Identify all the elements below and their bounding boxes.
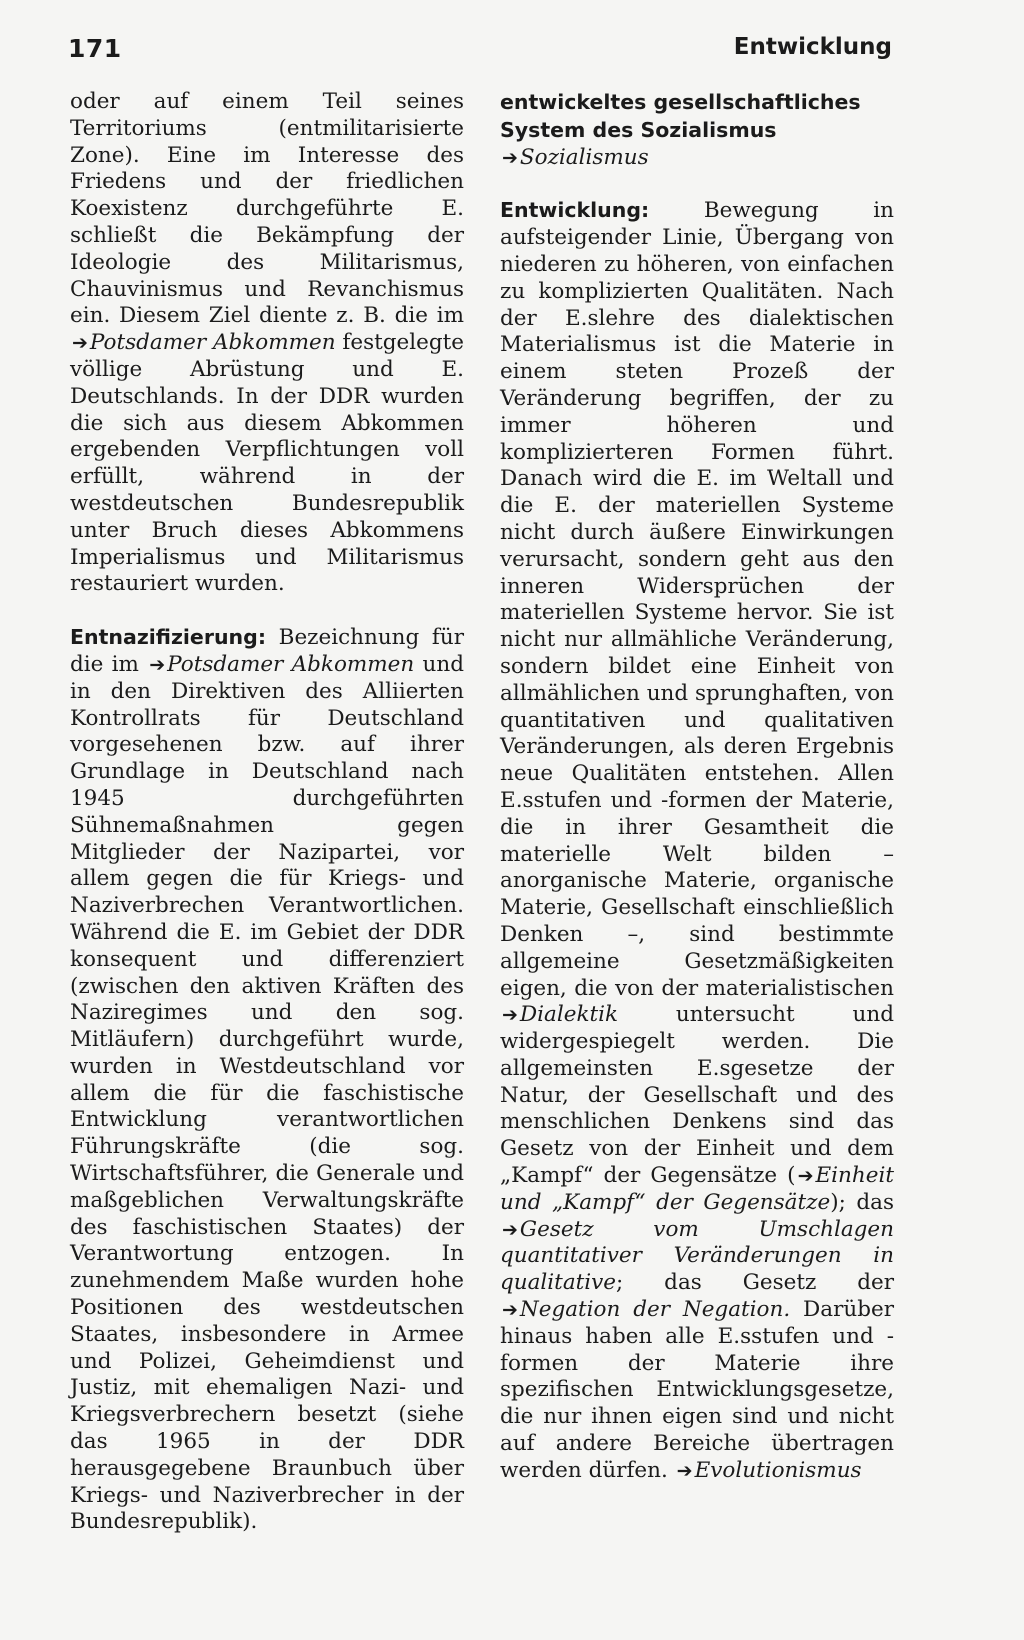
cross-reference: Evolutionismus bbox=[694, 1457, 862, 1483]
entry-text: untersucht und widergespiegelt werden. Die allgemeinsten E.sgesetze der Natur, der Gesellschaft und des menschlichen Denkens sind das Gesetz von der Einheit und dem „Kampf“ der Gegensätze ( bbox=[500, 1002, 894, 1189]
cross-reference: Dialektik bbox=[519, 1002, 619, 1028]
left-column bbox=[70, 89, 464, 1536]
entry-text: ; das Gesetz der bbox=[616, 1270, 894, 1296]
entry-term: Entnazifizierung: bbox=[70, 625, 267, 650]
entry-text: ); das bbox=[830, 1189, 894, 1215]
entry-term: entwickeltes gesellschaftliches System des Sozialismus bbox=[500, 90, 861, 142]
arrow-right-icon: ➔ bbox=[502, 1299, 518, 1322]
entry-text: festgelegte völlige Abrüstung und E. Deutschlands. In der DDR wurden die sich aus diesem Abkommen ergebenden Verpflichtungen voll erfüllt, während in der westdeutschen Bundesrepublik unter Bruch dieses Abkommens Imperialismus und Militarismus restauriert wurden. bbox=[70, 330, 465, 597]
entry-text: Darüber hinaus haben alle E.sstufen und -formen der Materie ihre spezifischen Entwicklungsgesetze, die nur ihnen eigen sind und nicht auf andere Bereiche übertragen werden dürfen. bbox=[500, 1297, 894, 1483]
arrow-right-icon: ➔ bbox=[676, 1459, 693, 1482]
cross-reference: Potsdamer Abkommen bbox=[167, 651, 415, 677]
cross-reference: Negation der Negation. bbox=[519, 1297, 791, 1323]
right-column bbox=[500, 89, 894, 1485]
arrow-right-icon: ➔ bbox=[502, 1004, 518, 1027]
entry-entnazifizierung bbox=[70, 624, 464, 1536]
page-number: 171 bbox=[68, 34, 122, 63]
arrow-right-icon: ➔ bbox=[72, 332, 88, 355]
entry-entwicklung bbox=[500, 197, 894, 1484]
arrow-right-icon: ➔ bbox=[149, 653, 166, 676]
cross-reference: Einheit und „Kampf“ der Gegensätze bbox=[500, 1163, 894, 1215]
arrow-right-icon: ➔ bbox=[797, 1165, 814, 1188]
entry-text: Bezeichnung für die im bbox=[70, 625, 464, 677]
cross-reference: Sozialismus bbox=[519, 144, 649, 170]
entry-term: Entwicklung: bbox=[500, 198, 650, 223]
arrow-right-icon: ➔ bbox=[502, 146, 518, 169]
entry-entwickeltes-system bbox=[500, 89, 894, 171]
cross-reference: Gesetz vom Umschlagen quantitativer Veränderungen in qualitative bbox=[500, 1216, 894, 1296]
entry-text: oder auf einem Teil seines Territoriums (entmilitarisierte Zone). Eine im Interesse des Friedens und der friedlichen Koexistenz durchgeführte E. schließt die Bekämpfung der Ideologie des Militarismus, Chauvinismus und Revanchismus ein. Diesem Ziel diente z. B. die im bbox=[70, 89, 464, 329]
arrow-right-icon: ➔ bbox=[502, 1218, 518, 1241]
entry-text: und in den Direktiven des Alliierten Kontrollrats für Deutschland vorgesehenen bzw. auf ihrer Grundlage in Deutschland nach 1945 durchgeführten Sühnemaßnahmen gegen Mitglieder der Nazipartei, vor allem gegen die für Kriegs- und Naziverbrechen Verantwortlichen. Während die E. im Gebiet der DDR konsequent und differenziert (zwischen den aktiven Kräften des Naziregimes und den sog. Mitläufern) durchgeführt wurde, wurden in Westdeutschland vor allem die für die faschistische Entwicklung verantwortlichen Führungskräfte (die sog. Wirtschaftsführer, die Generale und maßgeblichen Verwaltungskräfte des faschistischen Staates) der Verantwortung entzogen. In zunehmendem Maße wurden hohe Positionen des westdeutschen Staates, insbesondere in Armee und Polizei, Geheimdienst und Justiz, mit ehemaligen Nazi- und Kriegsverbrechern besetzt (siehe das 1965 in der DDR herausgegebene Braunbuch über Kriegs- und Naziverbrecher in der Bundesrepublik). bbox=[70, 651, 465, 1535]
entry-continuation-entmilitarisierung bbox=[70, 89, 464, 598]
cross-reference: Potsdamer Abkommen bbox=[89, 330, 336, 356]
running-head: Entwicklung bbox=[733, 34, 892, 60]
entry-text: Bewegung in aufsteigender Linie, Übergang von niederen zu höheren, von einfachen zu komplizierten Qualitäten. Nach der E.slehre des dialektischen Materialismus ist die Materie in einem steten Prozeß der Veränderung begriffen, der zu immer höheren und komplizierteren Formen führt. Danach wird die E. im Weltall und die E. der materiellen Systeme nicht durch äußere Einwirkungen verursacht, sondern geht aus den inneren Widersprüchen der materiellen Systeme hervor. Sie ist nicht nur allmähliche Veränderung, sondern bildet eine Einheit von allmählichen und sprunghaften, von quantitativen und qualitativen Veränderungen, als deren Ergebnis neue Qualitäten entstehen. Allen E.sstufen und -formen der Materie, die in ihrer Gesamtheit die materielle Welt bilden – anorganische Materie, organische Materie, Gesellschaft einschließlich Denken –, sind bestimmte allgemeine Gesetzmäßigkeiten eigen, die von der materialistischen bbox=[500, 198, 894, 1001]
